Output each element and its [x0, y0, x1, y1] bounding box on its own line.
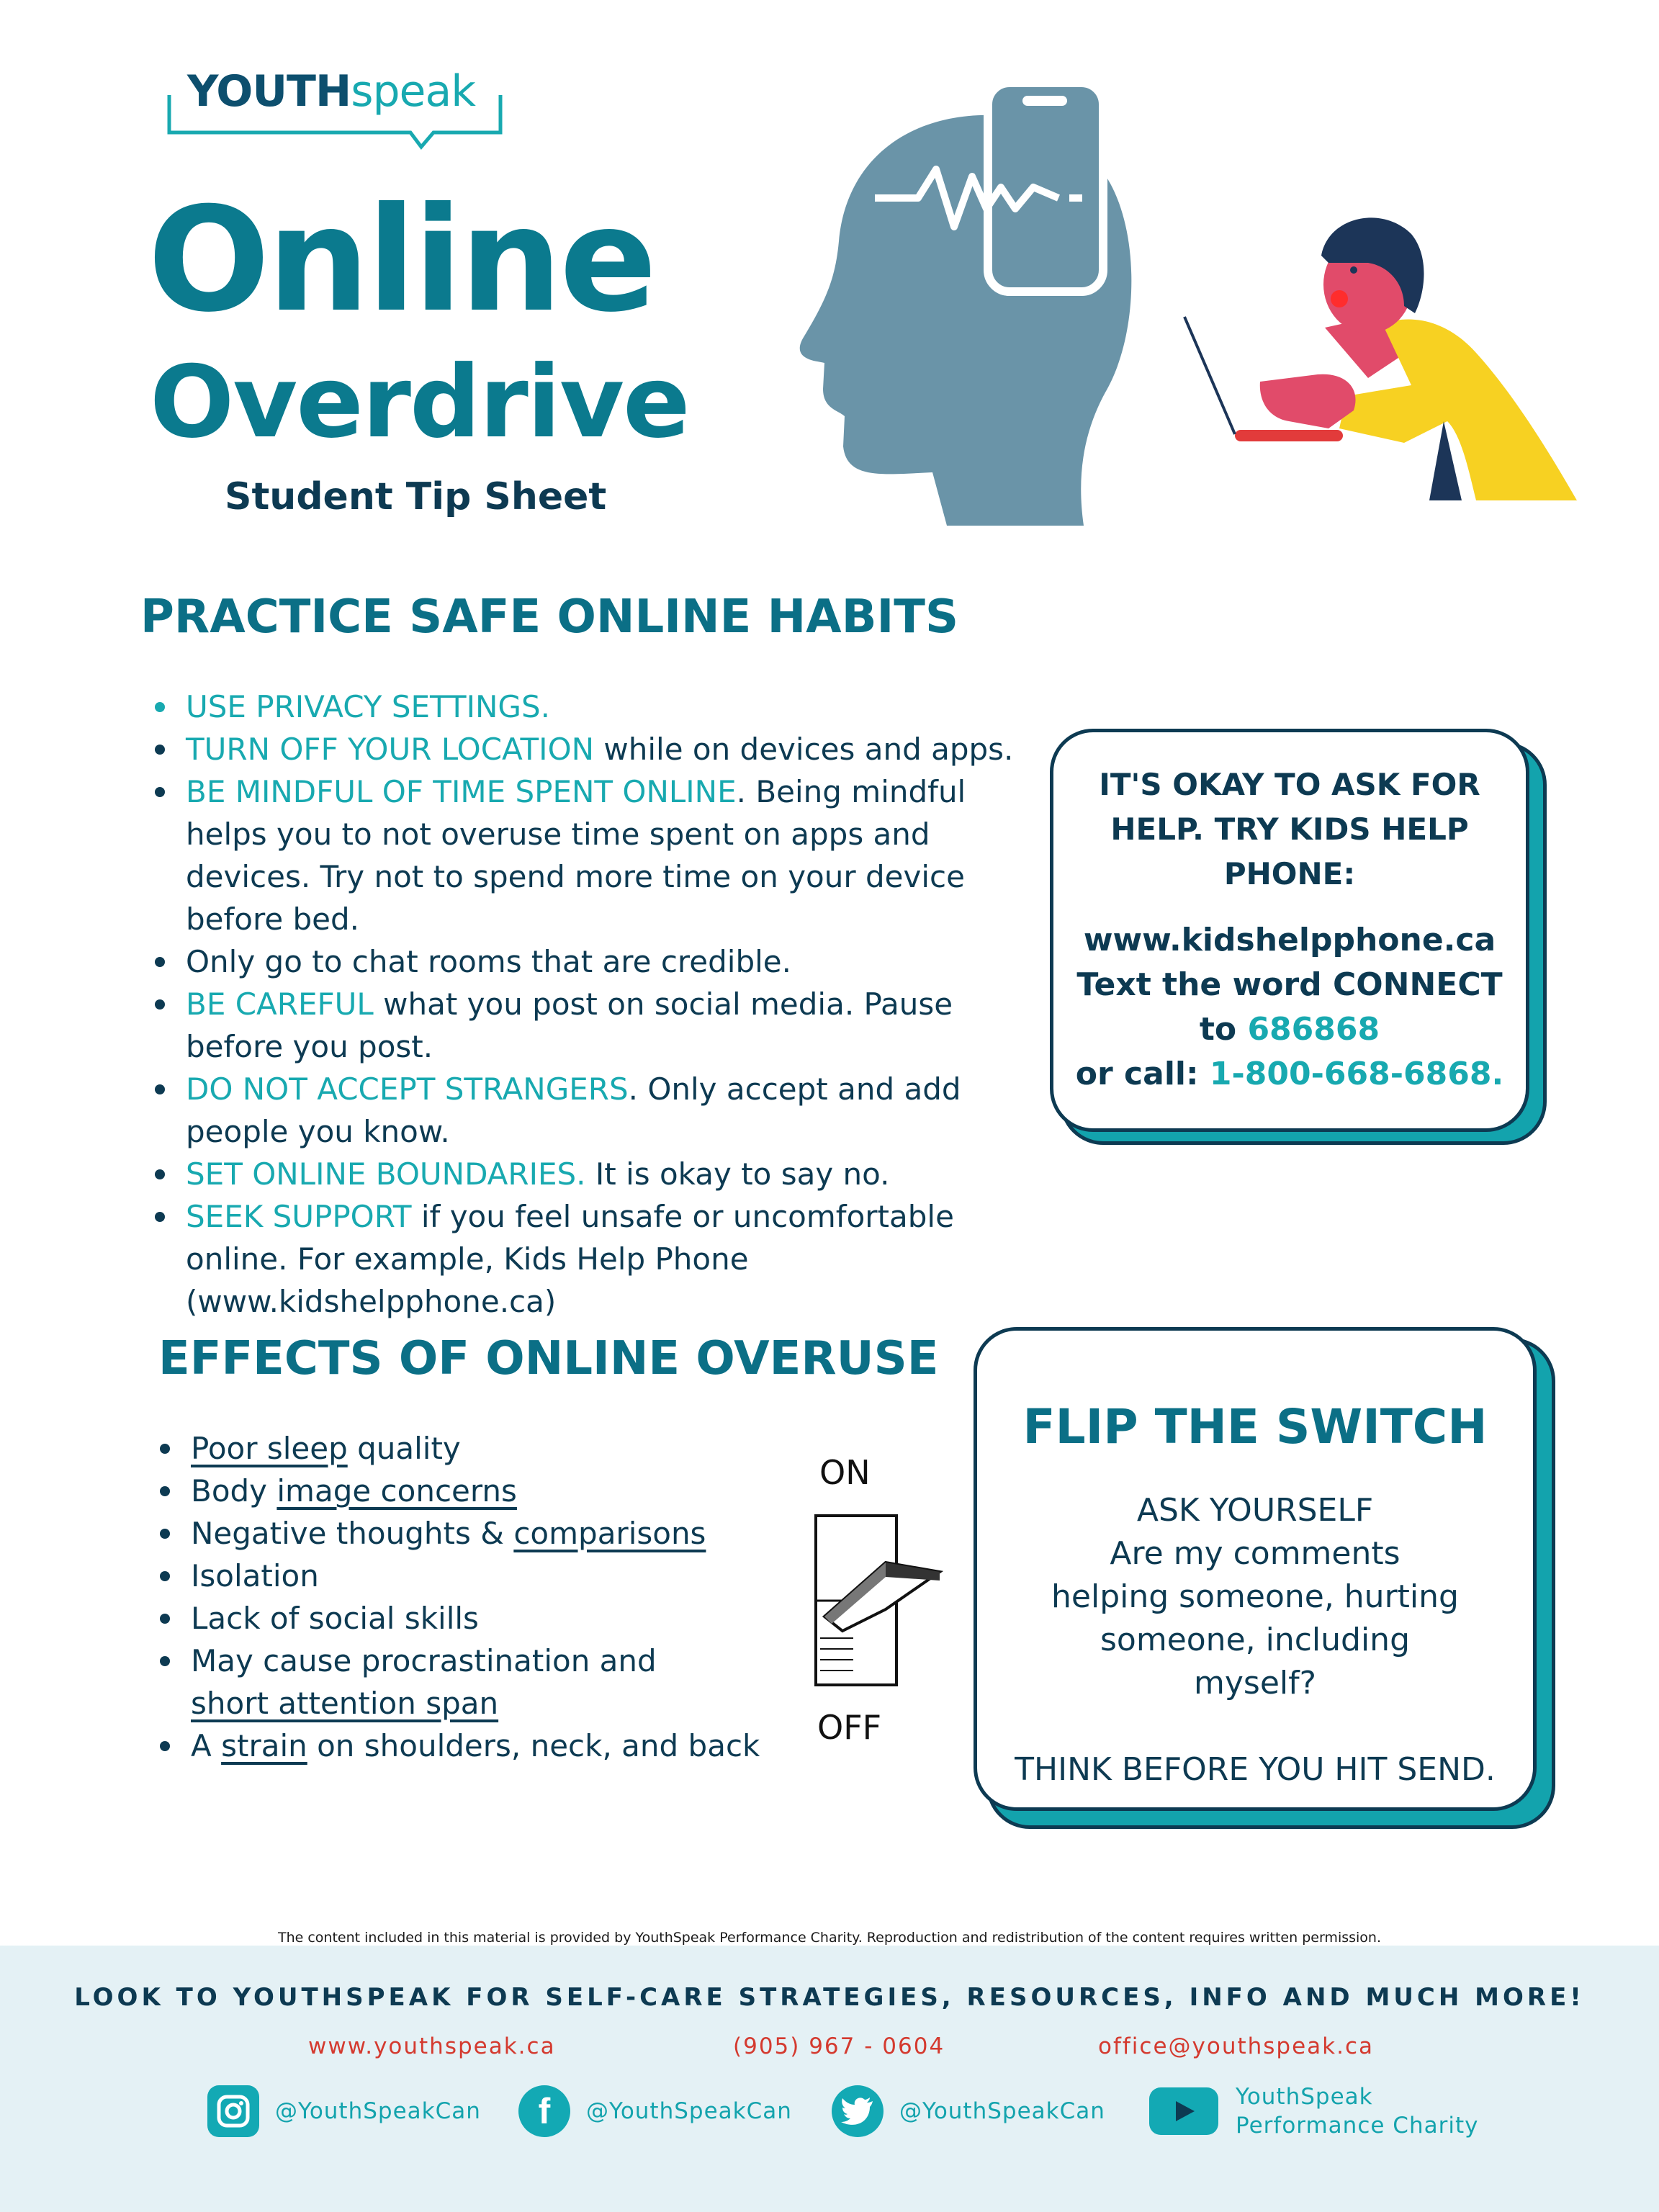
head-phone-illustration — [781, 72, 1156, 533]
flip-ask-label: ASK YOURSELF — [1136, 1492, 1374, 1529]
list-item: A strain on shoulders, neck, and back — [158, 1725, 792, 1767]
help-call-line: or call: 1-800-668-6868. — [1075, 1056, 1504, 1092]
flip-closing: THINK BEFORE YOU HIT SEND. — [1015, 1751, 1496, 1788]
help-text-number-line: to 686868 — [1199, 1011, 1380, 1048]
effects-list — [158, 1427, 792, 1767]
twitter-link[interactable]: @YouthSpeakCan — [832, 2082, 1105, 2140]
list-item: TURN OFF YOUR LOCATION while on devices and apps. — [153, 728, 1032, 770]
footer-headline: LOOK TO YOUTHSPEAK FOR SELF-CARE STRATEGIES, RESOURCES, INFO AND MUCH MORE! — [74, 1983, 1585, 2012]
flip-box — [974, 1327, 1537, 1811]
logo-youth: YOUTH — [187, 66, 351, 117]
page-title: Online — [148, 176, 655, 344]
list-item: USE PRIVACY SETTINGS. — [153, 685, 1032, 728]
help-website-link[interactable]: www.kidshelpphone.ca — [1083, 922, 1496, 958]
instagram-icon — [207, 2085, 259, 2137]
logo-speak: speak — [351, 66, 475, 117]
footer — [0, 1946, 1659, 2212]
youtube-play-icon — [1149, 2087, 1218, 2135]
flip-question: Are my comments helping someone, hurting someone, including myself? — [1051, 1535, 1459, 1701]
twitter-bird-icon — [832, 2085, 884, 2137]
list-item: BE CAREFUL what you post on social media. Pause before you post. — [153, 983, 999, 1068]
person-laptop-illustration — [1174, 205, 1584, 511]
list-item: Only go to chat rooms that are credible. — [153, 940, 1032, 983]
list-item: SEEK SUPPORT if you feel unsafe or uncomfortable online. For example, Kids Help Phone (www.kidshelpphone.ca) — [153, 1195, 999, 1323]
footer-email-link[interactable]: office@youthspeak.ca — [1098, 2033, 1375, 2059]
page-subtitle: Student Tip Sheet — [225, 475, 607, 518]
help-heading: IT'S OKAY TO ASK FOR HELP. TRY KIDS HELP PHONE: — [1099, 767, 1480, 891]
help-phone-link[interactable]: 1-800-668-6868. — [1209, 1056, 1504, 1092]
effects-heading: EFFECTS OF ONLINE OVERUSE — [158, 1332, 939, 1385]
facebook-link[interactable]: f @YouthSpeakCan — [518, 2082, 792, 2140]
list-item: SET ONLINE BOUNDARIES. It is okay to say no. — [153, 1153, 1032, 1195]
flip-title: FLIP THE SWITCH — [1022, 1399, 1488, 1455]
instagram-link[interactable]: @YouthSpeakCan — [207, 2082, 481, 2140]
list-item: DO NOT ACCEPT STRANGERS. Only accept and add people you know. — [153, 1068, 999, 1153]
disclaimer: The content included in this material is provided by YouthSpeak Performance Charity. Reproduction and redistribution of the content requires written permission. — [277, 1930, 1382, 1946]
footer-phone[interactable]: (905) 967 - 0604 — [733, 2033, 945, 2059]
speech-bubble-icon — [166, 66, 504, 153]
habits-heading: PRACTICE SAFE ONLINE HABITS — [140, 590, 959, 644]
help-text-line: Text the word CONNECT — [1076, 966, 1503, 1003]
help-box — [1050, 729, 1529, 1132]
list-item: Poor sleep quality — [158, 1427, 792, 1470]
footer-website-link[interactable]: www.youthspeak.ca — [308, 2033, 556, 2059]
switch-on-label: ON — [819, 1453, 871, 1492]
list-item: May cause procrastination and short attention span — [158, 1640, 695, 1725]
habits-list — [153, 685, 1032, 1323]
youthspeak-logo — [166, 66, 504, 153]
youtube-link[interactable]: YouthSpeak Performance Charity — [1149, 2082, 1478, 2140]
list-item: Isolation — [158, 1555, 792, 1597]
list-item: BE MINDFUL OF TIME SPENT ONLINE. Being mindful helps you to not overuse time spent on apps and devices. Try not to spend more time on your device before bed. — [153, 770, 1028, 940]
facebook-icon: f — [518, 2085, 570, 2137]
page-title-line2: Overdrive — [150, 344, 689, 460]
light-switch-icon — [810, 1509, 947, 1696]
list-item: Body image concerns — [158, 1470, 792, 1512]
list-item: Negative thoughts & comparisons — [158, 1512, 792, 1555]
switch-off-label: OFF — [817, 1708, 882, 1747]
list-item: Lack of social skills — [158, 1597, 792, 1640]
